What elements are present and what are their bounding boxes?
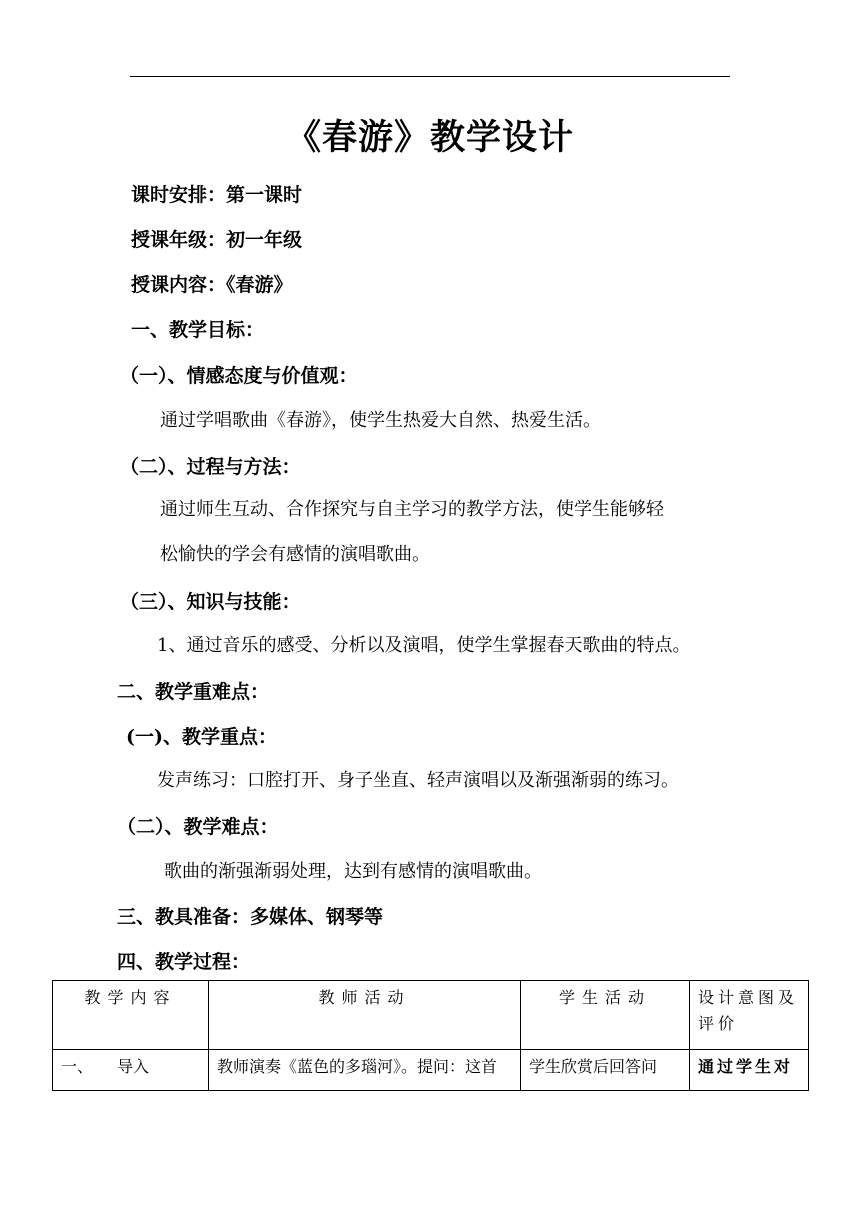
subheading-process-methods: （二）、过程与方法： bbox=[120, 456, 301, 478]
header-rule bbox=[130, 76, 730, 77]
heading-teaching-goals: 一、教学目标： bbox=[131, 319, 265, 341]
header-design-intent: 设计意图及评价 bbox=[690, 981, 809, 1050]
heading-key-difficult-points: 二、教学重难点： bbox=[117, 681, 270, 703]
key-points-text: 发声练习：口腔打开、身子坐直、轻声演唱以及渐强渐弱的练习。 bbox=[157, 770, 679, 791]
subheading-knowledge-skills: （三）、知识与技能： bbox=[120, 591, 301, 613]
difficult-points-text: 歌曲的渐强渐弱处理，达到有感情的演唱歌曲。 bbox=[164, 861, 542, 882]
grade: 授课年级：初一年级 bbox=[131, 229, 303, 251]
emotion-values-text: 通过学唱歌曲《春游》，使学生热爱大自然、热爱生活。 bbox=[160, 410, 601, 431]
cell-teacher-activity: 教师演奏《蓝色的多瑙河》。提问：这首 bbox=[209, 1050, 521, 1091]
lesson-content: 授课内容：《春游》 bbox=[131, 274, 293, 296]
header-teacher-activity: 教师活动 bbox=[209, 981, 521, 1050]
table-header-row bbox=[53, 981, 809, 1050]
process-methods-text-2: 松愉快的学会有感情的演唱歌曲。 bbox=[160, 544, 430, 565]
header-teaching-content: 教学内容 bbox=[53, 981, 209, 1050]
cell-section: 一、 导入 bbox=[53, 1050, 209, 1091]
heading-teaching-process: 四、教学过程： bbox=[117, 951, 251, 973]
process-methods-text-1: 通过师生互动、合作探究与自主学习的教学方法，使学生能够轻 bbox=[160, 499, 664, 520]
subheading-emotion-values: （一）、情感态度与价值观： bbox=[120, 365, 358, 387]
cell-design-intent: 通过学生对 bbox=[690, 1050, 809, 1091]
cell-student-activity: 学生欣赏后回答问 bbox=[521, 1050, 690, 1091]
heading-teaching-aids: 三、教具准备：多媒体、钢琴等 bbox=[117, 906, 384, 928]
document-title: 《春游》教学设计 bbox=[285, 117, 574, 158]
header-student-activity: 学生活动 bbox=[521, 981, 690, 1050]
lesson-arrangement: 课时安排：第一课时 bbox=[131, 184, 303, 206]
subheading-difficult-points: （二）、教学难点： bbox=[117, 816, 279, 838]
teaching-process-table bbox=[52, 980, 809, 1091]
subheading-key-points: (一)、教学重点： bbox=[126, 726, 277, 748]
knowledge-skills-text: 1、通过音乐的感受、分析以及演唱，使学生掌握春天歌曲的特点。 bbox=[157, 635, 691, 656]
table-row bbox=[53, 1050, 809, 1091]
